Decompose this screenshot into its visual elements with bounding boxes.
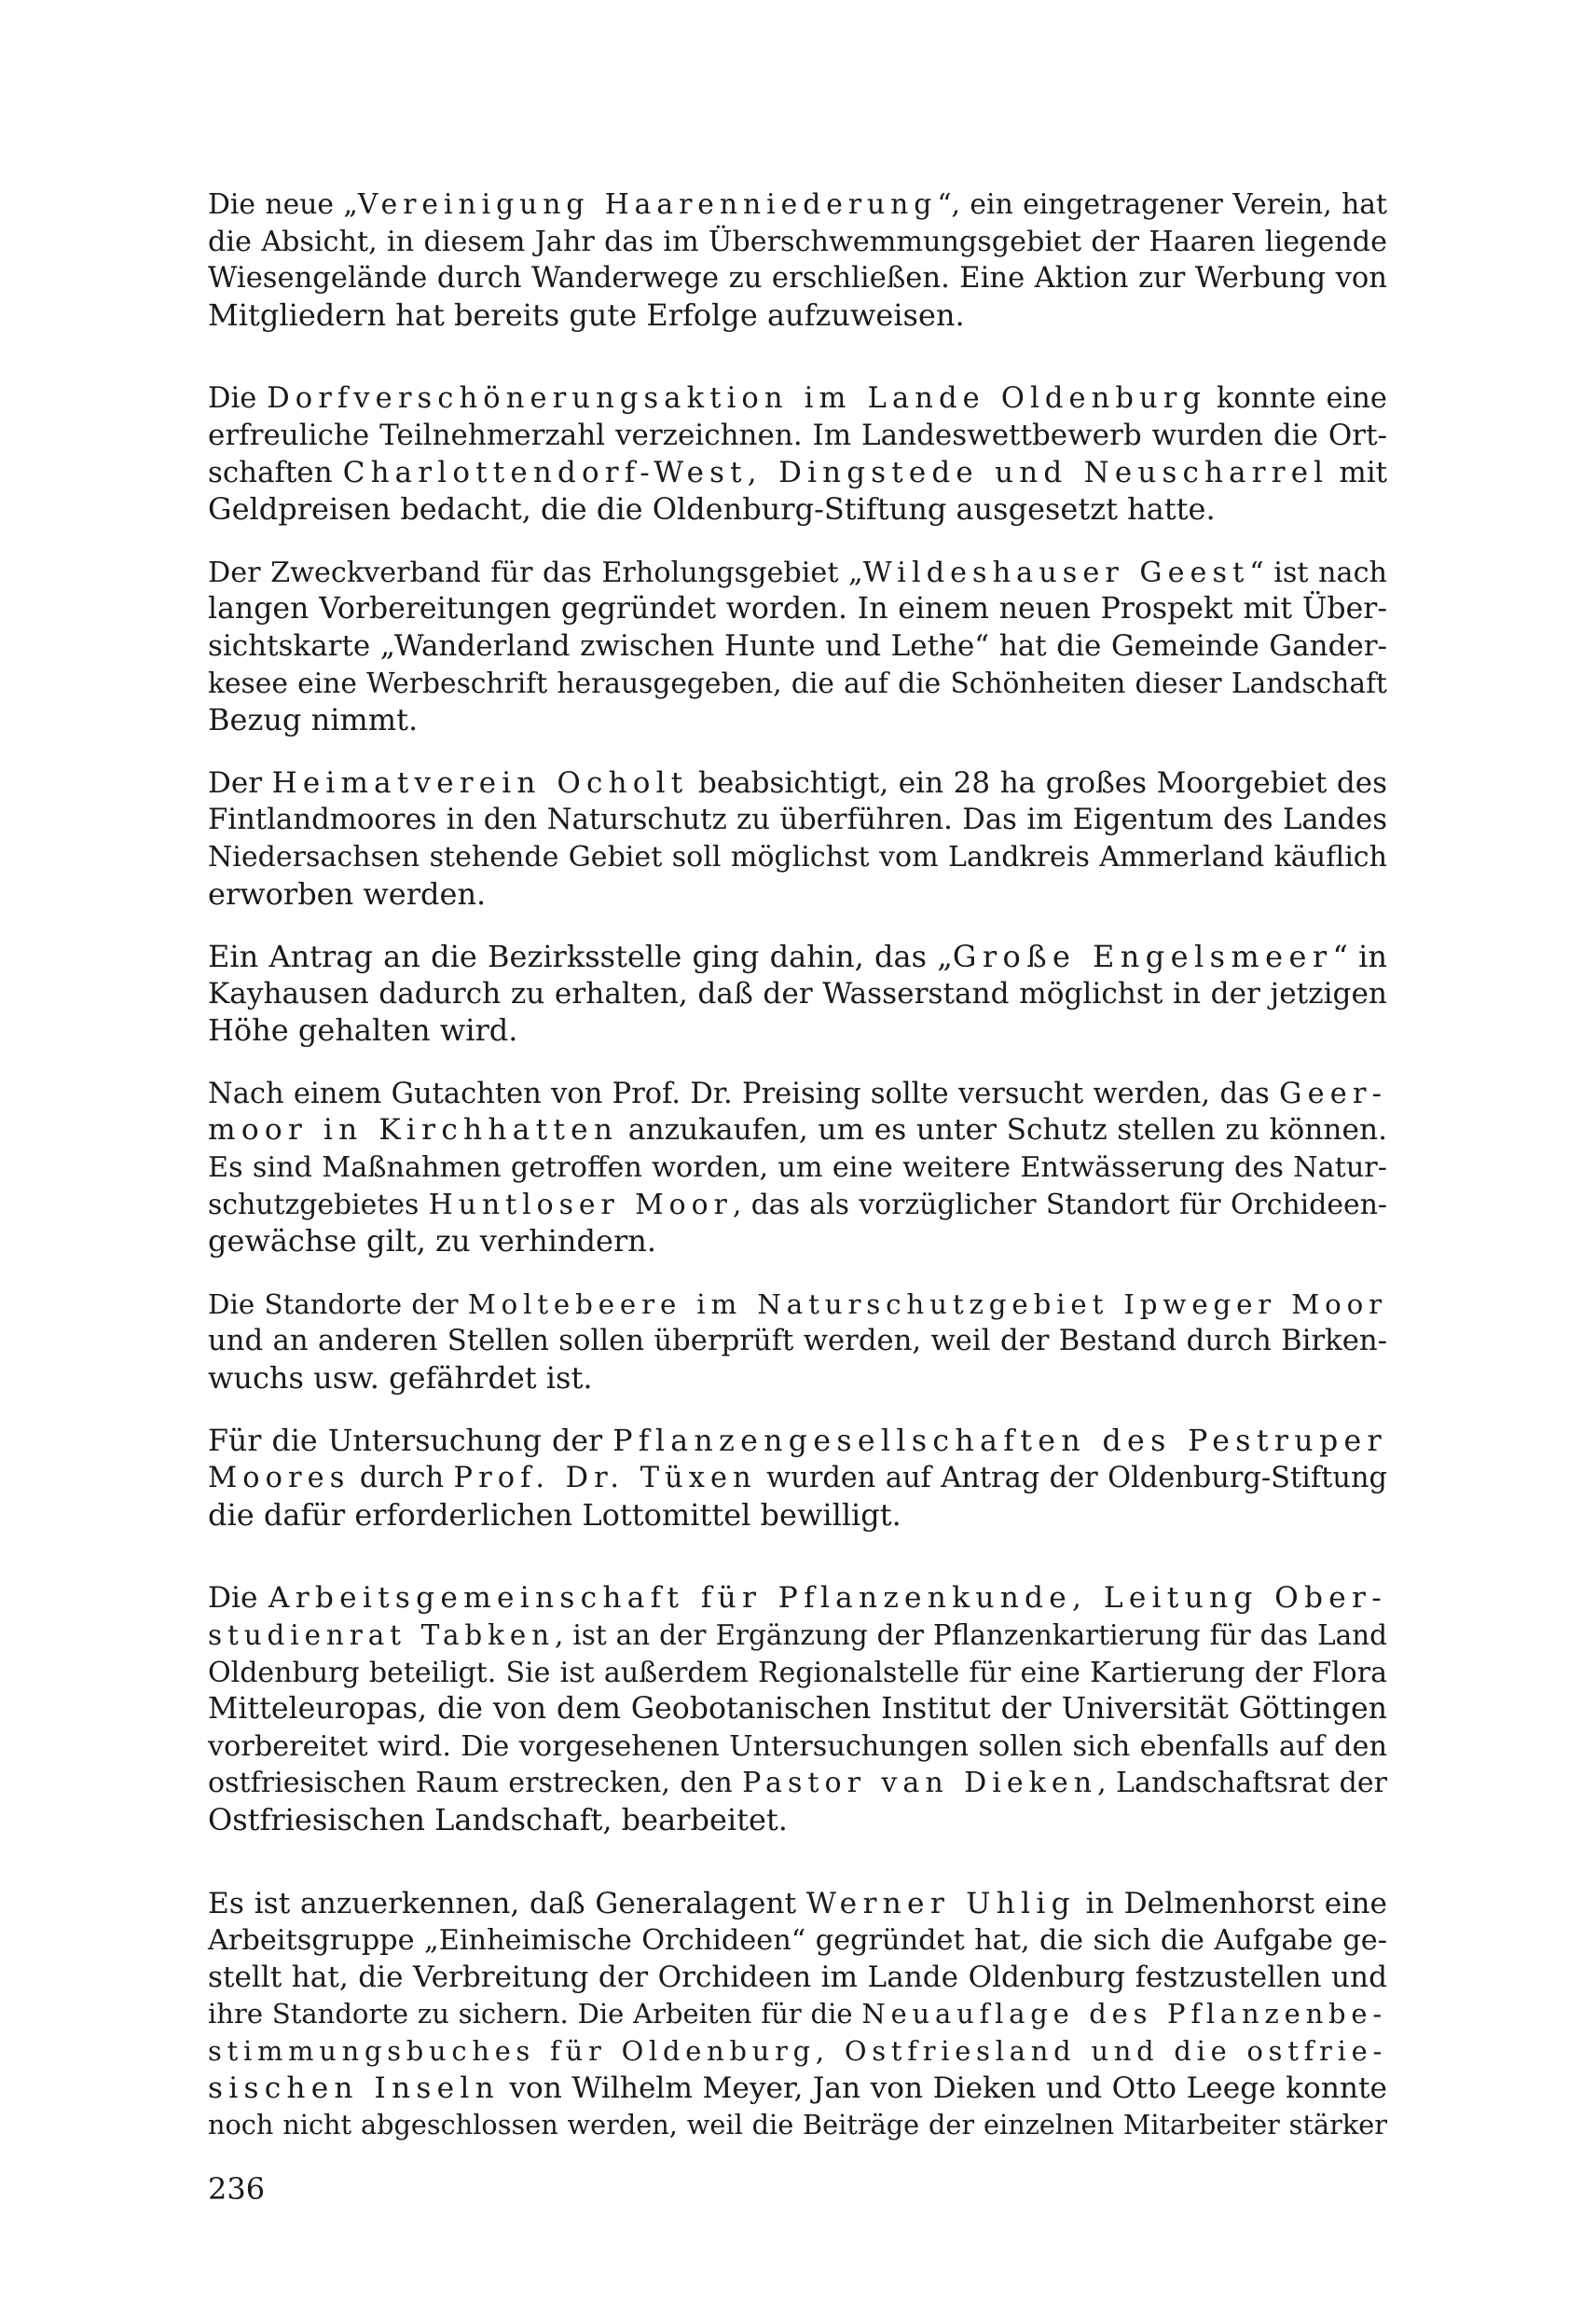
text-segment: Bezug nimmt.	[208, 702, 419, 738]
paragraph	[208, 555, 1387, 739]
text-segment: , das als vorzüglicher Standort für Orchideen-	[732, 1188, 1388, 1221]
text-segment: Kayhausen dadurch zu erhalten, daß der Wasserstand möglichst in der jetzigen	[208, 976, 1387, 1011]
spaced-emphasis-text: Werner Uhlig	[805, 1886, 1076, 1920]
text-segment: Fintlandmoores in den Naturschutz zu überführen. Das im Eigentum des Landes	[208, 804, 1387, 837]
paragraph	[208, 939, 1387, 1050]
text-segment: Die Standorte der	[208, 1287, 468, 1320]
spaced-emphasis-text: Wildeshauser Geest	[862, 556, 1250, 589]
text-segment: “ ist nach	[1249, 556, 1387, 589]
text-segment: , ist an der Ergänzung der Pflanzenkartierung für das Land	[555, 1619, 1387, 1651]
text-line	[208, 628, 1387, 666]
text-segment: ihre Standorte zu sichern. Die Arbeiten für die	[208, 1998, 862, 2030]
page-number: 236	[208, 2171, 266, 2207]
text-line	[208, 1691, 1387, 1728]
text-segment: anzukaufen, um es unter Schutz stellen zu können.	[618, 1113, 1387, 1148]
page-body	[208, 186, 1387, 2170]
text-line	[208, 380, 1387, 418]
text-line	[208, 591, 1387, 628]
text-segment: die Absicht, in diesem Jahr das im Überschwemmungsgebiet der Haaren liegende	[208, 225, 1387, 258]
spaced-emphasis-text: Neuauflage des Pflanzenbe-	[861, 1998, 1387, 2030]
text-segment: langen Vorbereitungen gegründet worden. In einem neuen Prospekt mit Über-	[208, 592, 1387, 626]
paragraph	[208, 380, 1387, 528]
text-segment: von Wilhelm Meyer, Jan von Dieken und Otto Leege konnte	[499, 2071, 1387, 2105]
text-segment: ostfriesischen Raum erstrecken, den	[208, 1767, 743, 1800]
text-segment: sichtskarte „Wanderland zwischen Hunte und Lethe“ hat die Gemeinde Gander-	[208, 628, 1387, 663]
text-segment: “, ein eingetragener Verein, hat	[937, 188, 1387, 221]
text-line	[208, 765, 1387, 803]
text-segment: Ostfriesischen Landschaft, bearbeitet.	[208, 1801, 788, 1837]
text-line	[208, 1922, 1387, 1960]
text-line	[208, 839, 1387, 876]
spaced-emphasis-text: Große Engelsmeer	[952, 939, 1333, 975]
text-line	[208, 1802, 1387, 1839]
text-line	[208, 802, 1387, 839]
text-segment: gewächse gilt, zu verhindern.	[208, 1223, 657, 1259]
text-segment: Arbeitsgruppe „Einheimische Orchideen“ gegründet hat, die sich die Aufgabe ge-	[208, 1924, 1387, 1958]
text-line	[208, 1886, 1387, 1923]
text-segment: stellt hat, die Verbreitung der Orchideen im Lande Oldenburg festzustellen und	[208, 1960, 1387, 1994]
text-line	[208, 1187, 1387, 1224]
text-line	[208, 666, 1387, 703]
paragraph	[208, 1076, 1387, 1260]
spaced-emphasis-text: Huntloser Moor	[428, 1188, 733, 1221]
text-line	[208, 1287, 1387, 1324]
text-line	[208, 1460, 1387, 1497]
text-segment: konnte eine	[1206, 382, 1387, 416]
spaced-emphasis-text: Prof. Dr. Tüxen	[453, 1462, 757, 1495]
text-segment: Es sind Maßnahmen getroffen worden, um eine weitere Entwässerung des Natur-	[208, 1151, 1387, 1185]
text-segment: Oldenburg beteiligt. Sie ist außerdem Regionalstelle für eine Kartierung der Flora	[208, 1656, 1387, 1689]
text-line	[208, 1765, 1387, 1802]
spaced-emphasis-text: Charlottendorf-West, Dingstede und Neuscharrel	[342, 455, 1329, 489]
text-line	[208, 2071, 1387, 2108]
text-line	[208, 939, 1387, 976]
spaced-emphasis-text: Vereinigung Haarenniederung	[357, 188, 938, 221]
text-line	[208, 1424, 1387, 1461]
text-segment: durch	[350, 1462, 454, 1495]
text-line	[208, 1012, 1387, 1050]
text-segment: kesee eine Werbeschrift herausgegeben, die auf die Schönheiten dieser Landschaft	[208, 667, 1387, 700]
text-segment: Für die Untersuchung der	[208, 1424, 613, 1458]
text-line	[208, 1112, 1387, 1149]
paragraph	[208, 1424, 1387, 1534]
text-segment: Es ist anzuerkennen, daß Generalagent	[208, 1886, 806, 1920]
text-line	[208, 1617, 1387, 1655]
text-segment: mit	[1328, 455, 1388, 489]
text-line	[208, 1996, 1387, 2033]
spaced-emphasis-text: Moores	[208, 1462, 351, 1495]
text-segment: Mitgliedern hat bereits gute Erfolge aufzuweisen.	[208, 296, 965, 333]
text-line	[208, 1149, 1387, 1187]
spaced-emphasis-text: Moltebeere im Naturschutzgebiet Ipweger Moor	[467, 1287, 1387, 1320]
spaced-emphasis-text: sischen Inseln	[208, 2071, 500, 2105]
paragraph	[208, 765, 1387, 913]
text-segment: in Delmenhorst eine	[1075, 1886, 1387, 1920]
text-line	[208, 1360, 1387, 1397]
spaced-emphasis-text: Arbeitsgemeinschaft für Pflanzenkunde, Leitung Ober-	[268, 1581, 1387, 1616]
text-segment: Niedersachsen stehende Gebiet soll möglichst vom Landkreis Ammerland käuflich	[208, 840, 1387, 874]
text-line	[208, 876, 1387, 914]
paragraph	[208, 186, 1387, 334]
text-segment: Mitteleuropas, die von dem Geobotanischen Institut der Universität Göttingen	[208, 1692, 1387, 1727]
text-line	[208, 976, 1387, 1013]
text-segment: erfreuliche Teilnehmerzahl verzeichnen. Im Landeswettbewerb wurden die Ort-	[208, 418, 1387, 452]
text-line	[208, 224, 1387, 261]
spaced-emphasis-text: studienrat Tabken	[208, 1619, 556, 1651]
text-line	[208, 491, 1387, 529]
spaced-emphasis-text: Dorfverschönerungsaktion im Lande Oldenburg	[267, 382, 1207, 416]
text-line	[208, 1960, 1387, 1997]
text-line	[208, 702, 1387, 739]
text-segment: und an anderen Stellen sollen überprüft werden, weil der Bestand durch Birken-	[208, 1325, 1387, 1358]
text-segment: vorbereitet wird. Die vorgesehenen Untersuchungen sollen sich ebenfalls auf den	[208, 1729, 1387, 1763]
text-segment: , Landschaftsrat der	[1097, 1767, 1387, 1800]
text-segment: Die neue „	[208, 188, 358, 221]
spaced-emphasis-text: moor in Kirchhatten	[208, 1113, 619, 1148]
text-line	[208, 186, 1387, 224]
text-line	[208, 1076, 1387, 1113]
text-segment: Ein Antrag an die Bezirksstelle ging dahin, das „	[208, 939, 953, 975]
text-segment: Nach einem Gutachten von Prof. Dr. Preising sollte versucht werden, das	[208, 1077, 1280, 1110]
text-segment: die dafür erforderlichen Lottomittel bewilligt.	[208, 1496, 901, 1533]
text-line	[208, 1497, 1387, 1534]
text-segment: schaften	[208, 455, 343, 489]
text-line	[208, 297, 1387, 335]
text-segment: Die	[208, 382, 268, 416]
text-segment: Der Zweckverband für das Erholungsgebiet „	[208, 556, 863, 589]
text-line	[208, 260, 1387, 297]
spaced-emphasis-text: stimmungsbuches für Oldenburg, Ostfriesland und die ostfrie-	[208, 2034, 1387, 2067]
text-segment: Der	[208, 765, 272, 800]
text-segment: erworben werden.	[208, 875, 487, 912]
text-segment: beabsichtigt, ein 28 ha großes Moorgebiet des	[688, 765, 1387, 800]
paragraph	[208, 1580, 1387, 1838]
paragraph	[208, 1287, 1387, 1397]
text-line	[208, 455, 1387, 492]
text-segment: Die	[208, 1581, 268, 1616]
spaced-emphasis-text: Geer-	[1279, 1077, 1387, 1110]
text-segment: Wiesengelände durch Wanderwege zu erschließen. Eine Aktion zur Werbung von	[208, 262, 1387, 296]
text-line	[208, 1580, 1387, 1617]
text-line	[208, 418, 1387, 455]
text-line	[208, 1323, 1387, 1360]
spaced-emphasis-text: Pflanzengesellschaften des Pestruper	[612, 1424, 1387, 1458]
text-segment: “ in	[1332, 939, 1388, 975]
spaced-emphasis-text: Heimatverein Ocholt	[271, 765, 689, 800]
text-line	[208, 1655, 1387, 1692]
text-line	[208, 1223, 1387, 1260]
text-segment: schutzgebietes	[208, 1188, 429, 1221]
text-segment: wuchs usw. gefährdet ist.	[208, 1360, 593, 1397]
text-line	[208, 2107, 1387, 2144]
text-segment: Höhe gehalten wird.	[208, 1012, 518, 1049]
text-line	[208, 1728, 1387, 1766]
text-line	[208, 555, 1387, 592]
spaced-emphasis-text: Pastor van Dieken	[742, 1767, 1098, 1800]
text-line	[208, 2033, 1387, 2071]
text-segment: noch nicht abgeschlossen werden, weil die Beiträge der einzelnen Mitarbeiter stärker	[208, 2109, 1387, 2141]
paragraph	[208, 1886, 1387, 2144]
text-segment: Geldpreisen bedacht, die die Oldenburg-Stiftung ausgesetzt hatte.	[208, 491, 1216, 528]
text-segment: wurden auf Antrag der Oldenburg-Stiftung	[756, 1462, 1387, 1495]
